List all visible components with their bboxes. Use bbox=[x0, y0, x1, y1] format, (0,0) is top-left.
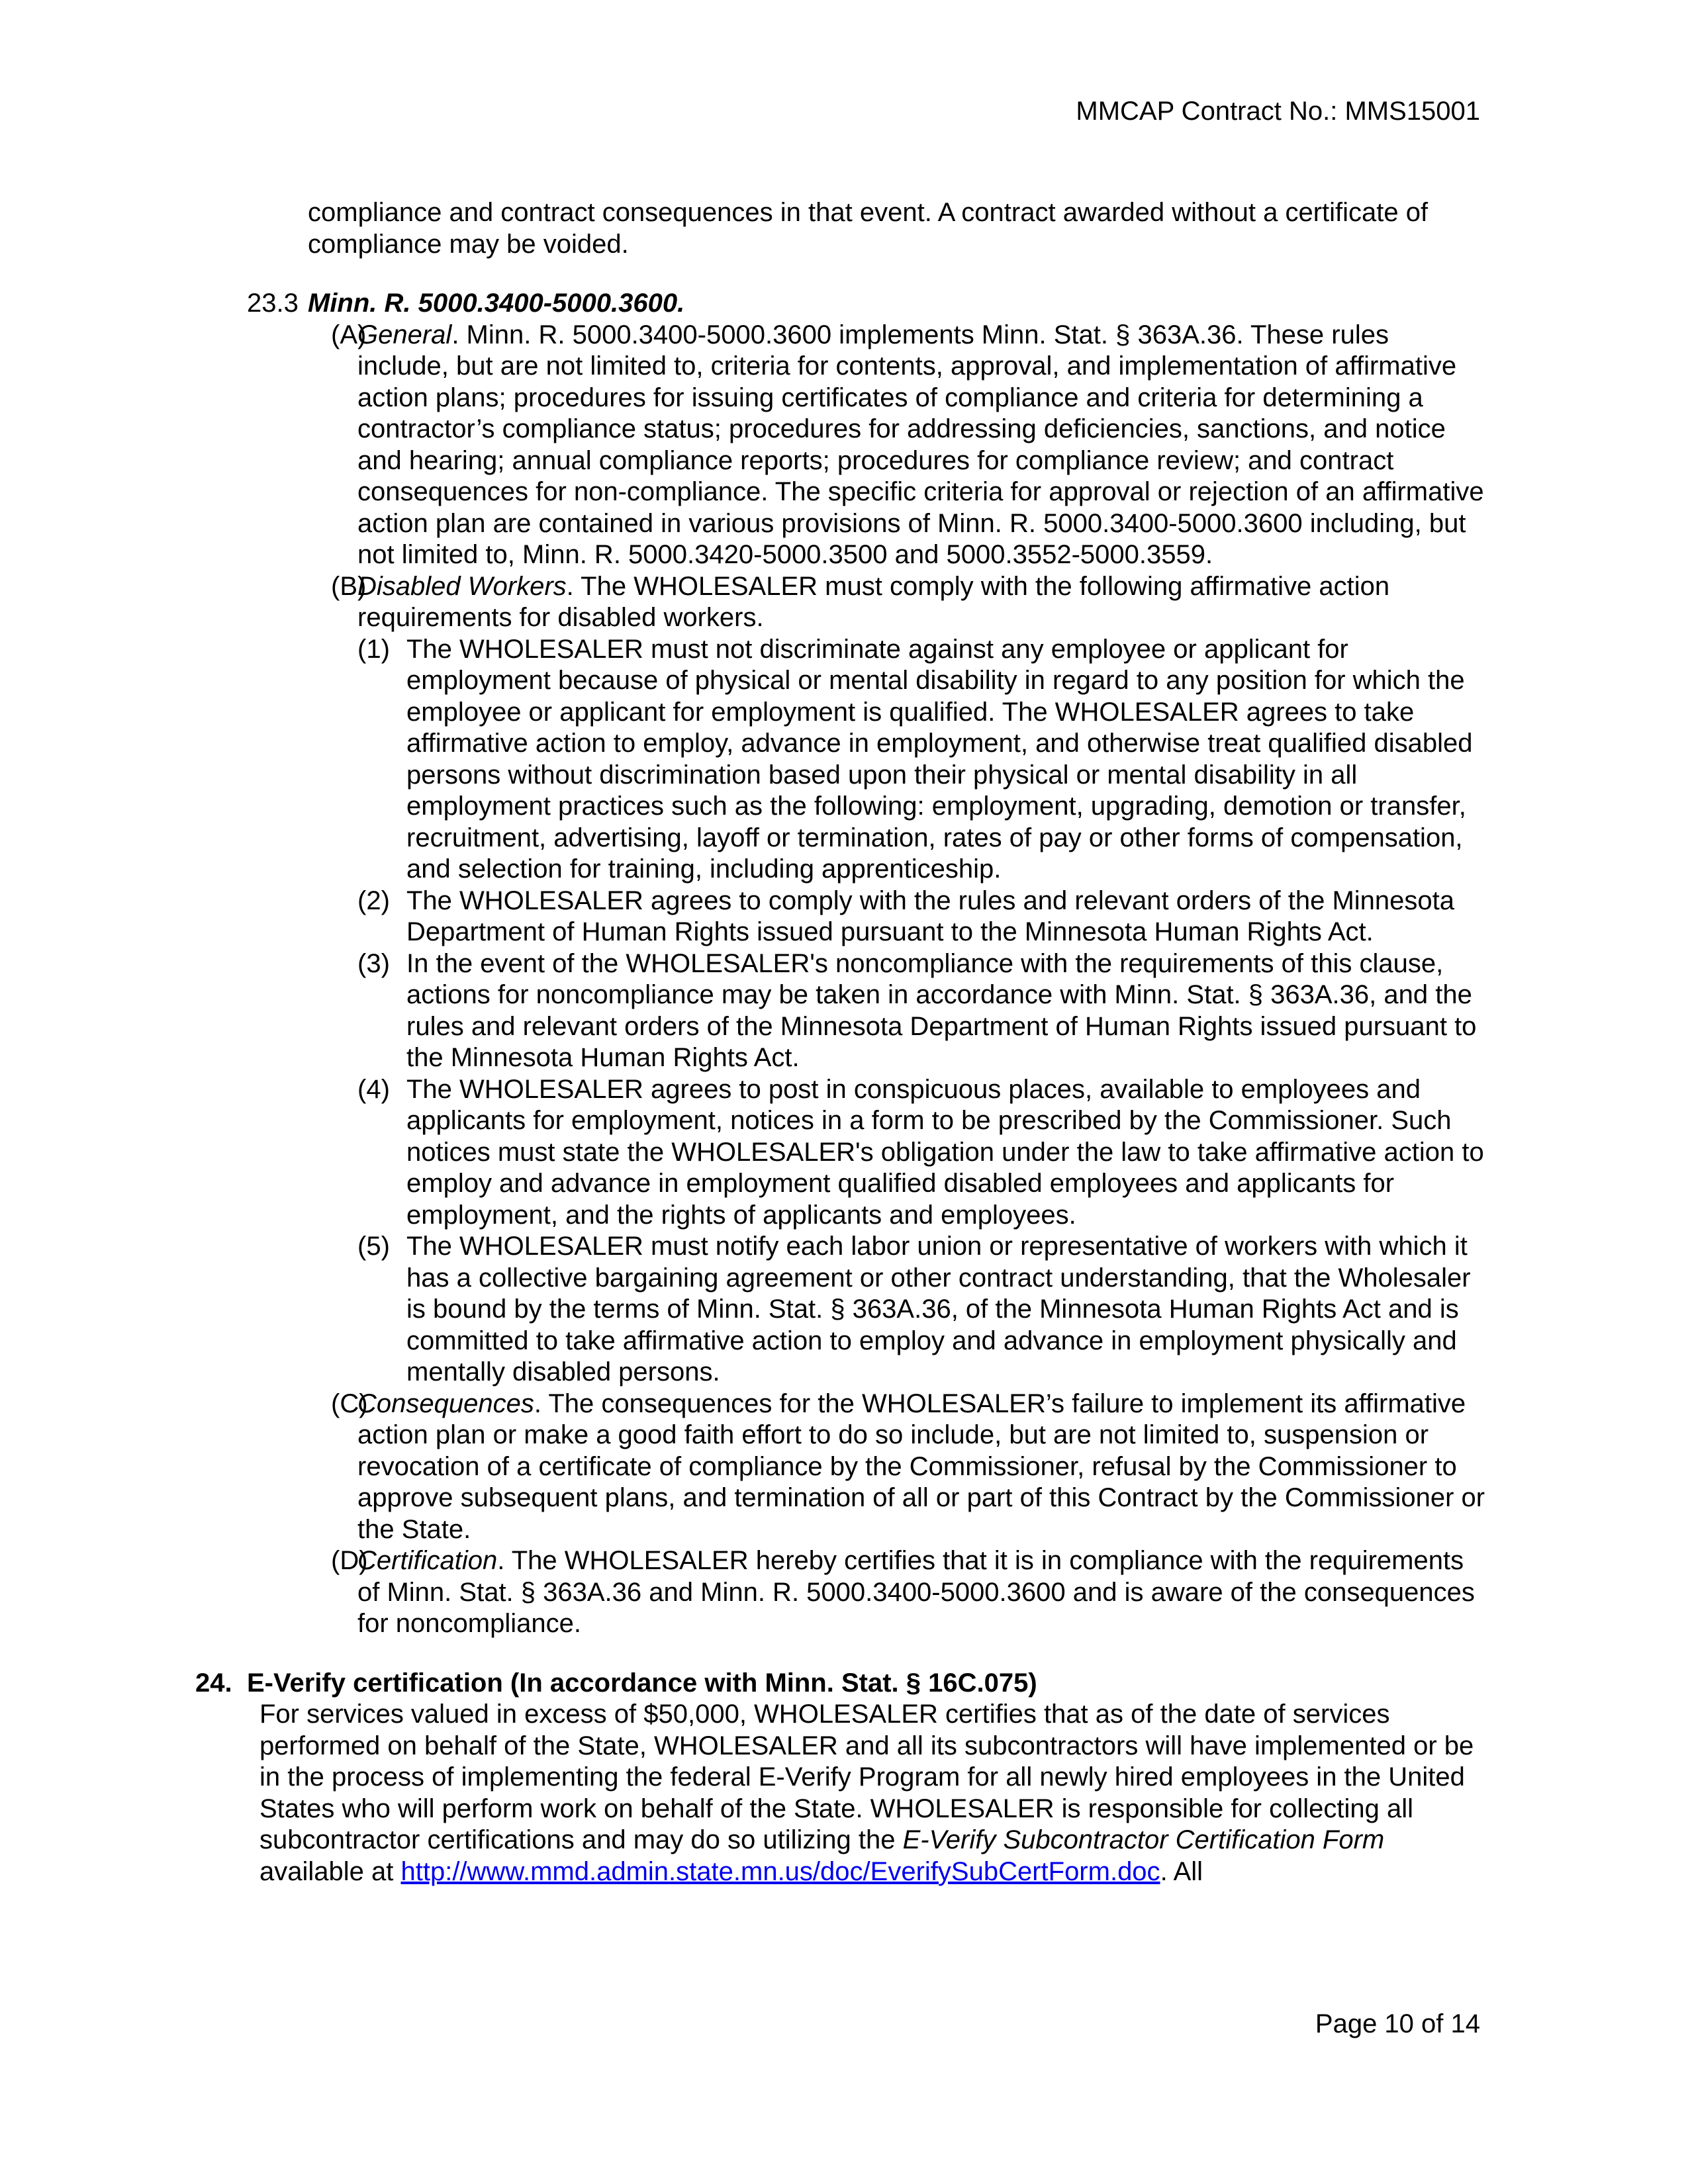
section-24-paragraph bbox=[0, 1699, 1487, 1888]
clause-text: . The consequences for the WHOLESALER’s failure to implement its affirmative action plan or make a good faith effort to do so include, but are not limited to, suspension or revocation of a certificate of compliance by the Commissioner, refusal by the Commissioner to approve subsequent plans, and termination of all or part of this Contract by the Commissioner or the State. bbox=[357, 1388, 1485, 1544]
clause-label: (B) bbox=[331, 571, 367, 601]
document-body bbox=[0, 197, 1489, 1888]
section-23-3-heading bbox=[0, 288, 1489, 320]
clause-label: (C) bbox=[331, 1388, 368, 1418]
list-item bbox=[0, 1074, 1487, 1232]
clause-title: Certification bbox=[357, 1546, 498, 1575]
section-title: E-Verify certification (In accordance with Minn. Stat. § 16C.075) bbox=[247, 1668, 1037, 1698]
clause-label: (A) bbox=[331, 320, 367, 349]
contract-number-header: MMCAP Contract No.: MMS15001 bbox=[1076, 97, 1480, 126]
list-item bbox=[0, 948, 1487, 1074]
clause-d bbox=[0, 1545, 1486, 1640]
item-label: (3) bbox=[357, 948, 390, 978]
paragraph-text: available at bbox=[259, 1856, 401, 1886]
clause-title: Consequences bbox=[357, 1388, 534, 1418]
clause-text: . The WHOLESALER must comply with the following affirmative action requirements for disabled workers. bbox=[357, 571, 1390, 632]
clause-b bbox=[0, 571, 1486, 634]
clause-c bbox=[0, 1388, 1486, 1546]
item-text: The WHOLESALER agrees to comply with the rules and relevant orders of the Minnesota Department of Human Rights issued pursuant to the Minnesota Human Rights Act. bbox=[406, 886, 1454, 946]
section-title: Minn. R. 5000.3400-5000.3600. bbox=[308, 289, 685, 318]
list-item bbox=[0, 634, 1487, 886]
page-number-footer: Page 10 of 14 bbox=[1315, 2009, 1480, 2038]
item-label: (4) bbox=[357, 1074, 390, 1104]
section-number: 24. bbox=[195, 1668, 232, 1698]
clause-text: . Minn. R. 5000.3400-5000.3600 implements Minn. Stat. § 363A.36. These rules include, but are not limited to, criteria for contents, approval, and implementation of affirmative action plans; procedures for issuing certificates of compliance and criteria for determining a contractor’s compliance status; procedures for addressing deficiencies, sanctions, and notice and hearing; annual compliance reports; procedures for compliance review; and contract consequences for non-compliance. The specific criteria for approval or rejection of an affirmative action plan are contained in various provisions of Minn. R. 5000.3400-5000.3600 including, but not limited to, Minn. R. 5000.3420-5000.3500 and 5000.3552-5000.3559. bbox=[357, 320, 1484, 569]
form-name: E-Verify Subcontractor Certification Form bbox=[902, 1825, 1385, 1854]
clause-label: (D) bbox=[331, 1546, 368, 1575]
intro-paragraph: compliance and contract consequences in that event. A contract awarded without a certificate of compliance may be voided. bbox=[308, 198, 1429, 259]
section-24-heading bbox=[0, 1668, 1489, 1700]
clause-a bbox=[0, 320, 1486, 571]
list-item bbox=[0, 1231, 1487, 1388]
clause-text: . The WHOLESALER hereby certifies that it is in compliance with the requirements of Minn. Stat. § 363A.36 and Minn. R. 5000.3400-5000.3600 and is aware of the consequences for noncompliance. bbox=[357, 1546, 1475, 1638]
clause-title: Disabled Workers bbox=[357, 571, 567, 601]
item-label: (1) bbox=[357, 634, 390, 664]
paragraph-text: . All bbox=[1160, 1856, 1203, 1886]
paragraph-text: For services valued in excess of $50,000, WHOLESALER certifies that as of the date of services performed on behalf of the State, WHOLESALER and all its subcontractors will have implemented or be in the process of implementing the federal E-Verify Program for all newly hired employees in the United States who will perform work on behalf of the State. WHOLESALER is responsible for collecting all subcontractor certifications and may do so utilizing the bbox=[259, 1700, 1474, 1854]
section-number: 23.3 bbox=[247, 289, 299, 318]
everify-form-link[interactable]: http://www.mmd.admin.state.mn.us/doc/EverifySubCertForm.doc bbox=[400, 1856, 1160, 1886]
item-text: The WHOLESALER agrees to post in conspicuous places, available to employees and applicants for employment, notices in a form to be prescribed by the Commissioner. Such notices must state the WHOLESALER's obligation under the law to take affirmative action to employ and advance in employment qualified disabled employees and applicants for employment, and the rights of applicants and employees. bbox=[406, 1074, 1484, 1230]
list-item bbox=[0, 886, 1487, 948]
item-label: (2) bbox=[357, 886, 390, 915]
clause-title: General bbox=[357, 320, 452, 349]
item-text: In the event of the WHOLESALER's noncompliance with the requirements of this clause, actions for noncompliance may be taken in accordance with Minn. Stat. § 363A.36, and the rules and relevant orders of the Minnesota Department of Human Rights issued pursuant to the Minnesota Human Rights Act. bbox=[406, 948, 1477, 1072]
item-text: The WHOLESALER must notify each labor union or representative of workers with which it has a collective bargaining agreement or other contract understanding, that the Wholesaler is bound by the terms of Minn. Stat. § 363A.36, of the Minnesota Human Rights Act and is committed to take affirmative action to employ and advance in employment physically and mentally disabled persons. bbox=[406, 1232, 1471, 1387]
item-text: The WHOLESALER must not discriminate against any employee or applicant for employment because of physical or mental disability in regard to any position for which the employee or applicant for employment is qualified. The WHOLESALER agrees to take affirmative action to employ, advance in employment, and otherwise treat qualified disabled persons without discrimination based upon their physical or mental disability in all employment practices such as the following: employment, upgrading, demotion or transfer, recruitment, advertising, layoff or termination, rates of pay or other forms of compensation, and selection for training, including apprenticeship. bbox=[406, 634, 1473, 884]
item-label: (5) bbox=[357, 1232, 390, 1261]
